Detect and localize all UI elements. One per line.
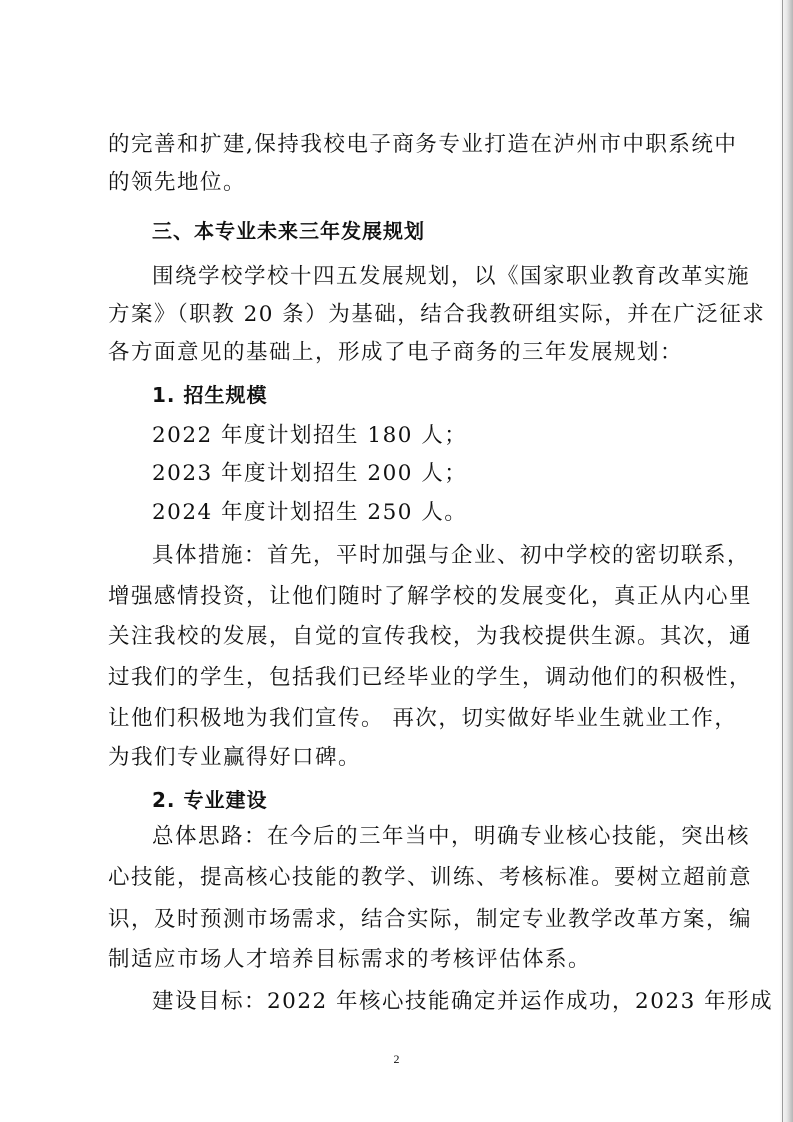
paragraph-line: 让他们积极地为我们宣传。 再次，切实做好毕业生就业工作， [108, 706, 738, 731]
paragraph-line: 的领先地位。 [108, 170, 247, 195]
enrollment-line: 2023 年度计划招生 200 人； [152, 461, 468, 486]
paragraph-line: 方案》（职教 20 条）为基础，结合我教研组实际，并在广泛征求 [108, 302, 766, 327]
paragraph-line: 围绕学校学校十四五发展规划，以《国家职业教育改革实施 [152, 264, 751, 289]
paragraph-line: 为我们专业赢得好口碑。 [108, 745, 362, 770]
paragraph-line: 建设目标：2022 年核心技能确定并运作成功，2023 年形成 [152, 989, 774, 1014]
paragraph-line: 的完善和扩建,保持我校电子商务专业打造在泸州市中职系统中 [108, 132, 738, 157]
paragraph-line: 总体思路：在今后的三年当中，明确专业核心技能，突出核 [152, 824, 751, 849]
page-number: 2 [393, 1052, 400, 1066]
paragraph-line: 心技能，提高核心技能的教学、训练、考核标准。要树立超前意 [108, 865, 753, 890]
subsection-heading: 2. 专业建设 [152, 788, 268, 812]
section-heading: 三、本专业未来三年发展规划 [152, 219, 425, 243]
page-edge-line [782, 0, 783, 1122]
paragraph-line: 关注我校的发展，自觉的宣传我校，为我校提供生源。其次，通 [108, 624, 753, 649]
enrollment-line: 2024 年度计划招生 250 人。 [152, 500, 468, 525]
paragraph-line: 识，及时预测市场需求，结合实际，制定专业教学改革方案，编 [108, 907, 753, 932]
paragraph-line: 增强感情投资，让他们随时了解学校的发展变化，真正从内心里 [108, 584, 753, 609]
paragraph-line: 过我们的学生，包括我们已经毕业的学生，调动他们的积极性， [108, 665, 753, 690]
paragraph-line: 各方面意见的基础上，形成了电子商务的三年发展规划： [108, 340, 684, 365]
subsection-heading: 1. 招生规模 [152, 383, 268, 407]
paragraph-line: 具体措施：首先，平时加强与企业、初中学校的密切联系， [152, 543, 751, 568]
enrollment-line: 2022 年度计划招生 180 人； [152, 423, 468, 448]
paragraph-line: 制适应市场人才培养目标需求的考核评估体系。 [108, 947, 592, 972]
